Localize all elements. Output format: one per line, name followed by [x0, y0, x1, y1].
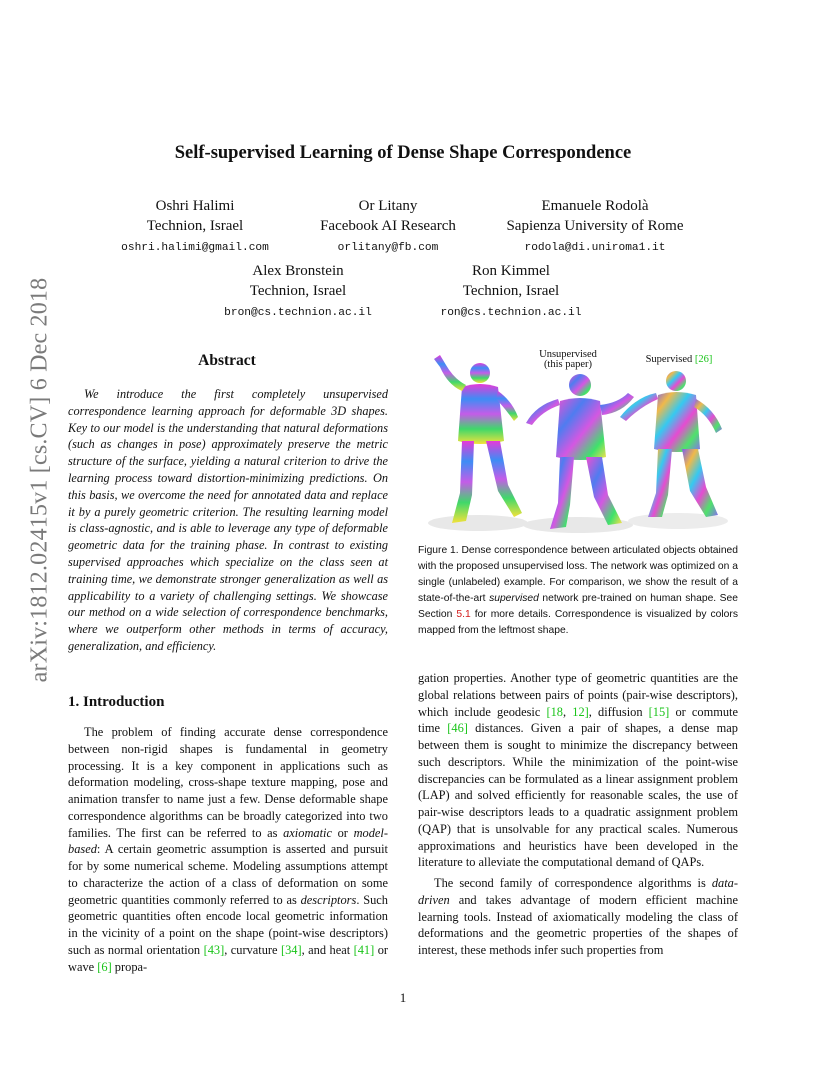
author-block	[411, 261, 611, 322]
citation-link[interactable]: [41]	[353, 942, 375, 957]
figure-caption: Figure 1. Dense correspondence between articulated objects obtained with the proposed unsupervised loss. The network was optimized on a single (unlabeled) example. For comparison, we show the result of a state-of-the-art supervised network pre-trained on human shape. See Section 5.1 for more details. Correspondence is visualized by colors mapped from the leftmost shape.	[418, 545, 738, 636]
author-email: rodola@di.uniroma1.it	[524, 242, 666, 254]
author-affiliation: Technion, Israel	[249, 283, 347, 299]
author-email: oshri.halimi@gmail.com	[121, 242, 269, 254]
author-block	[485, 196, 705, 257]
figure-1	[418, 345, 740, 537]
section-heading-introduction: 1. Introduction	[68, 694, 165, 710]
author-affiliation: Technion, Israel	[462, 283, 560, 299]
author-name: Oshri Halimi	[155, 198, 235, 214]
section-link[interactable]: 5.1	[456, 608, 471, 620]
abstract-text: We introduce the first completely unsupervised correspondence learning approach for deformable 3D shapes. Key to our model is the understanding that natural deformations (such as changes in pose) approximately preserve the metric structure of the surface, yielding a natural criterion to drive the learning process toward distortion-minimizing predictions. On this basis, we overcome the need for annotated data and replace it by a purely geometric criterion. The resulting learning model is class-agnostic, and is able to leverage any type of deformable geometric data for the training phase. In contrast to existing supervised approaches which specialize on the class seen at training time, we demonstrate stronger generalization as well as applicability to a variety of challenging settings. We showcase our method on a wide selection of correspondence benchmarks, where we outperform other methods in terms of accuracy, generalization, and efficiency.	[68, 387, 388, 653]
intro-right-column	[418, 670, 738, 959]
shape-source	[434, 355, 522, 523]
citation-link[interactable]: [34]	[280, 942, 302, 957]
author-name: Emanuele Rodolà	[541, 198, 649, 214]
author-name: Alex Bronstein	[252, 263, 344, 279]
author-name: Ron Kimmel	[472, 263, 550, 279]
human-shapes-illustration	[418, 345, 740, 537]
citation-link[interactable]: [18	[546, 704, 564, 719]
figure-label-supervised: Supervised [26]	[645, 354, 713, 365]
figure-label-unsupervised: Unsupervised (this paper)	[539, 349, 597, 370]
citation-link[interactable]: [46]	[447, 721, 468, 736]
author-affiliation: Facebook AI Research	[320, 218, 456, 234]
paper-title: Self-supervised Learning of Dense Shape Correspondence	[174, 143, 632, 163]
author-block	[95, 196, 295, 257]
citation-link[interactable]: [6]	[97, 959, 112, 974]
author-affiliation: Technion, Israel	[146, 218, 244, 234]
citation-link[interactable]: [43]	[203, 942, 225, 957]
arxiv-identifier: arXiv:1812.02415v1 [cs.CV] 6 Dec 2018	[26, 277, 53, 683]
author-affiliation: Sapienza University of Rome	[506, 218, 684, 234]
shape-unsupervised	[526, 374, 634, 529]
citation-link[interactable]: [15]	[648, 704, 670, 719]
author-block	[288, 196, 488, 257]
author-email: ron@cs.technion.ac.il	[440, 307, 582, 319]
author-email: bron@cs.technion.ac.il	[224, 307, 372, 319]
abstract-heading: Abstract	[198, 352, 256, 369]
intro-paragraph-2: The second family of correspondence algorithms is data-driven and takes advantage of modern efficient machine learning tools. Instead of axiomatically modeling the class of deformations and the geometric properties of the shapes of interest, these methods infer such properties from	[418, 876, 738, 957]
citation-link[interactable]: 12]	[572, 704, 589, 719]
author-name: Or Litany	[358, 198, 418, 214]
intro-paragraph-1: The problem of finding accurate dense correspondence between non-rigid shapes is fundamental in geometry processing. It is a key component in applications such as deformation modeling, cross-shape texture mapping, pose and animation transfer to name just a few. Dense deformable shape correspondence algorithms can be broadly categorized into two families. The first can be referred to as axiomatic or model-based: A certain geometric assumption is asserted and pursuit for by some numerical scheme. Modeling assumptions attempt to characterize the action of a class of deformation on some geometric quantities commonly referred to as descriptors. Such geometric quantities often encode local geometric information in the vicinity of a point on the shape (point-wise descriptors) such as normal orientation [43], curvature [34], and heat [41] or wave [6] propa-	[68, 725, 389, 974]
author-email: orlitany@fb.com	[337, 242, 439, 254]
author-block	[198, 261, 398, 322]
shape-supervised	[620, 371, 722, 517]
page-number: 1	[399, 990, 407, 1005]
intro-paragraph-continued: gation properties. Another type of geometric quantities are the global relations between pairs of points (pair-wise descriptors), which include geodesic [18, 12], diffusion [15] or commute time [46] distances. Given a pair of shapes, a dense map between them is sought to minimize the discrepancy between such descriptors. While the minimization of the point-wise discrepancies can be formulated as a linear assignment problem (LAP) and solved efficiently for reasonable scales, the use of pair-wise descriptors leads to a quadratic assignment problem (QAP) that is unsolvable for any practical scales. Numerous approximations and heuristics have been developed in the literature to alleviate the computational demand of QAPs.	[418, 671, 738, 870]
intro-left-column	[68, 724, 388, 975]
